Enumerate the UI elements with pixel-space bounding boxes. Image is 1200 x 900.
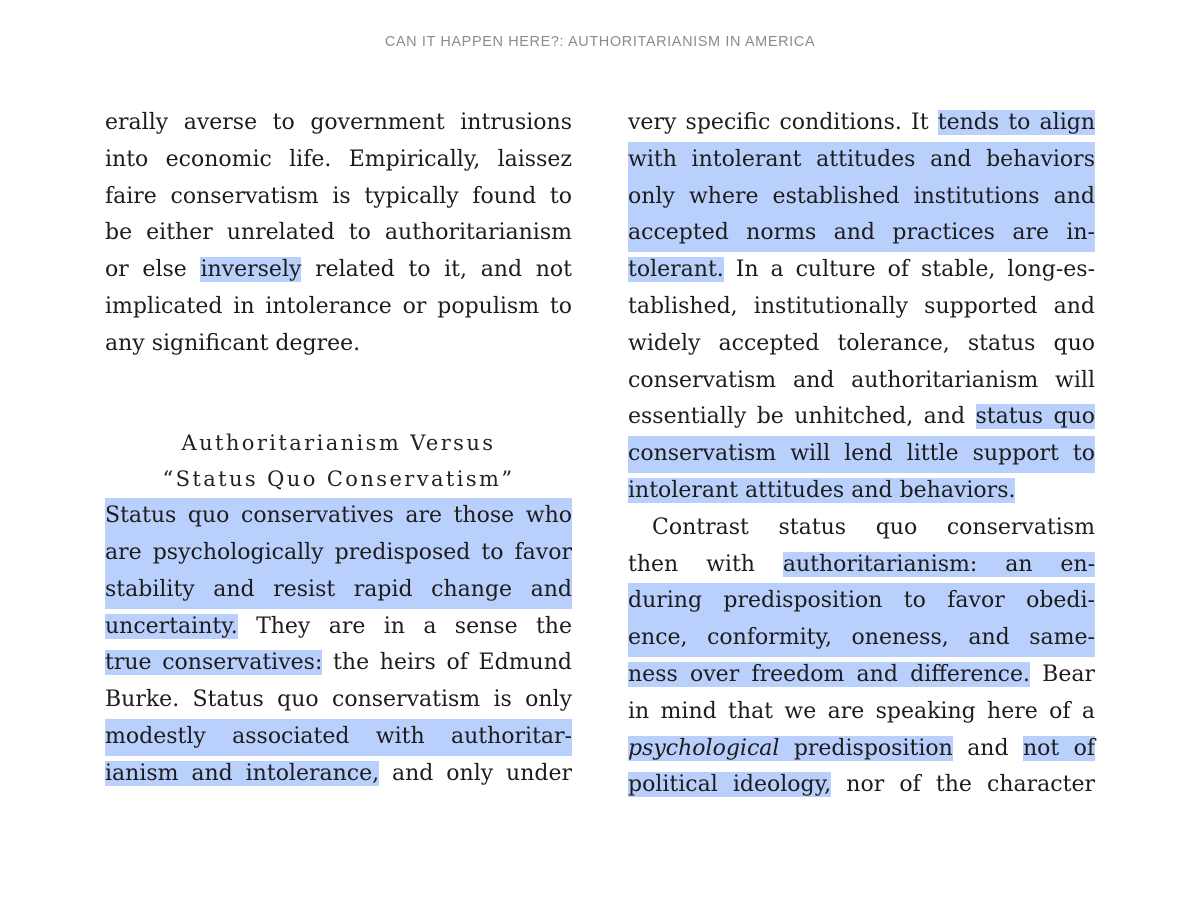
text-run: Status quo conservatives are those who: [105, 503, 572, 529]
text-line: [628, 767, 1095, 804]
highlighted-text[interactable]: ness over freedom and difference.: [628, 661, 1030, 687]
text-line: [105, 289, 572, 326]
text-run: essentially be unhitched, and: [628, 404, 976, 430]
highlighted-text[interactable]: predisposition: [779, 735, 953, 761]
text-run: are psychologically predisposed to favor: [105, 539, 572, 565]
highlighted-text[interactable]: [628, 583, 1095, 620]
highlighted-text[interactable]: authoritarianism: an en-: [782, 551, 1095, 577]
heading-line: “Status Quo Conservatism”: [162, 467, 515, 492]
text-line: [628, 510, 1095, 547]
highlighted-text[interactable]: tolerant.: [628, 257, 724, 283]
text-run: ence, conformity, oneness, and same-: [628, 625, 1095, 651]
text-line: [628, 731, 1095, 768]
right-column: [628, 105, 1095, 804]
highlighted-text[interactable]: true conservatives:: [105, 650, 323, 676]
text-line: [105, 682, 572, 719]
paragraph: [105, 498, 572, 792]
text-line: [105, 252, 572, 289]
text-run: during predisposition to favor obedi-: [628, 588, 1095, 614]
highlighted-text[interactable]: [105, 572, 572, 609]
section-heading: [105, 425, 572, 499]
text-line: [105, 645, 572, 682]
text-run: related to it, and not: [301, 257, 572, 283]
running-header: CAN IT HAPPEN HERE?: AUTHORITARIANISM IN AMERICA: [384, 34, 816, 50]
text-run: the heirs of Edmund: [322, 650, 572, 676]
highlighted-text[interactable]: ianism and intolerance,: [105, 760, 380, 786]
text-line: [628, 252, 1095, 289]
text-line: [628, 399, 1095, 436]
text-run: tablished, institutionally supported and: [628, 293, 1095, 319]
left-column: [105, 105, 572, 793]
highlighted-text[interactable]: [105, 498, 572, 535]
text-line: [105, 179, 572, 216]
highlighted-text[interactable]: [628, 215, 1095, 252]
text-line: [105, 215, 572, 252]
text-run: erally averse to government intrusions: [105, 110, 572, 135]
text-run: with intolerant attitudes and behaviors: [628, 146, 1095, 172]
text-run: be either unrelated to authoritarianism: [105, 220, 572, 246]
text-run: They are in a sense the: [237, 613, 572, 639]
highlighted-text[interactable]: political ideology,: [628, 772, 832, 798]
text-run: modestly associated with authoritar-: [105, 723, 572, 749]
text-line: [628, 105, 1095, 142]
highlighted-text[interactable]: psychological: [628, 735, 780, 761]
highlighted-text[interactable]: tends to align: [937, 110, 1095, 135]
highlighted-text[interactable]: uncertainty.: [105, 613, 238, 639]
text-run: only where established institutions and: [628, 183, 1095, 209]
text-run: or else: [105, 257, 201, 283]
text-run: any significant degree.: [105, 330, 361, 356]
highlighted-text[interactable]: [628, 620, 1095, 657]
text-run: Contrast status quo conservatism: [652, 514, 1095, 540]
text-line: [628, 473, 1095, 510]
text-line: [628, 694, 1095, 731]
text-line: [628, 657, 1095, 694]
highlighted-text[interactable]: intolerant attitudes and behaviors.: [628, 477, 1016, 503]
text-line: [105, 326, 572, 363]
text-run: widely accepted tolerance, status quo: [628, 330, 1095, 356]
text-line: [105, 105, 572, 142]
paragraph: [628, 105, 1095, 510]
text-run: conservatism will lend little support to: [628, 441, 1095, 467]
highlighted-text[interactable]: [105, 535, 572, 572]
highlighted-text[interactable]: [105, 719, 572, 756]
text-run: accepted norms and practices are in-: [628, 220, 1095, 246]
text-line: [628, 547, 1095, 584]
highlighted-text[interactable]: inversely: [200, 257, 302, 283]
highlighted-text[interactable]: [628, 436, 1095, 473]
text-run: then with: [628, 551, 783, 577]
text-run: very specific conditions. It: [628, 110, 938, 135]
paragraph: [105, 105, 572, 363]
text-run: in mind that we are speaking here of a: [628, 698, 1095, 724]
text-run: nor of the character: [831, 772, 1095, 798]
text-line: [105, 756, 572, 793]
text-run: into economic life. Empirically, laissez: [105, 146, 572, 172]
text-run: stability and resist rapid change and: [105, 576, 572, 602]
heading-line: Authoritarianism Versus: [181, 430, 496, 455]
text-run: faire conservatism is typically found to: [105, 183, 572, 209]
text-run: Bear: [1029, 661, 1095, 687]
text-run: and only under: [379, 760, 572, 786]
highlighted-text[interactable]: status quo: [975, 404, 1095, 430]
text-run: conservatism and authoritarianism will: [628, 367, 1095, 393]
text-line: [105, 142, 572, 179]
text-run: Burke. Status quo conservatism is only: [105, 687, 572, 713]
paragraph: [628, 510, 1095, 804]
text-run: In a culture of stable, long-es-: [723, 257, 1095, 283]
text-run: implicated in intolerance or populism to: [105, 293, 572, 319]
text-run: and: [952, 735, 1023, 761]
highlighted-text[interactable]: [628, 179, 1095, 216]
text-line: [628, 326, 1095, 363]
text-line: [628, 289, 1095, 326]
highlighted-text[interactable]: not of: [1022, 735, 1096, 761]
text-line: [628, 363, 1095, 400]
highlighted-text[interactable]: [628, 142, 1095, 179]
text-line: [105, 609, 572, 646]
